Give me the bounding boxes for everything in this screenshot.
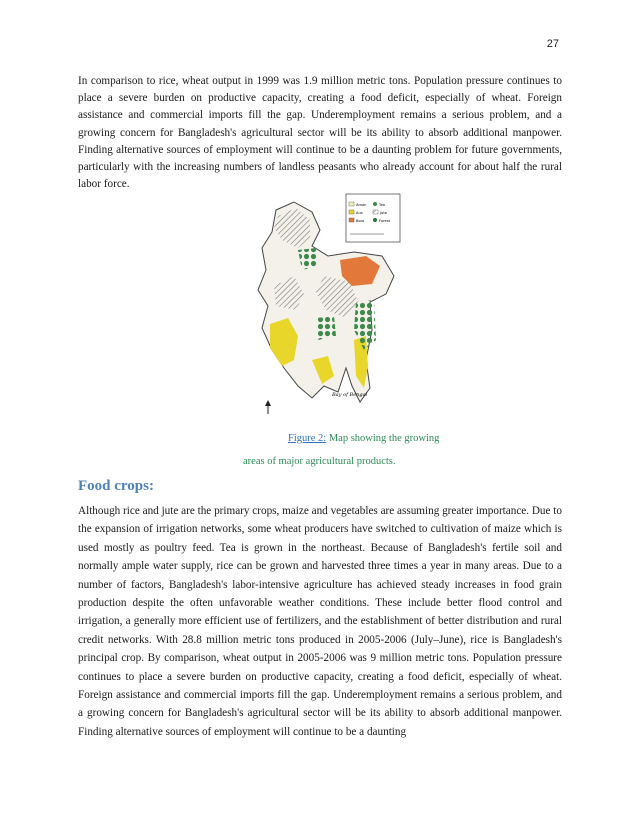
figure-caption-text: Map showing the growing xyxy=(326,433,440,444)
intro-paragraph: In comparison to rice, wheat output in 1999 was 1.9 million metric tons. Population pressure continues to place a severe burden on productive capacity, creating a food deficit, especially of wheat. Foreign assistance and commercial imports fill the gap. Underemployment remains a serious problem, and a growing concern for Bangladesh's agricultural sector will be its ability to absorb additional manpower. Finding alternative sources of employment will continue to be a daunting problem for future governments, particularly with the increasing numbers of landless peasants who already account for about half the rural labor force. xyxy=(78,75,562,191)
legend-jute: Jute xyxy=(380,211,387,215)
legend-forest: Forest xyxy=(379,219,391,223)
bangladesh-map xyxy=(254,190,402,418)
forest-area xyxy=(316,316,336,340)
bay-label: Bay of Bengal xyxy=(332,392,368,398)
north-arrow-icon xyxy=(265,400,271,414)
figure-reference-link[interactable]: Figure 2: xyxy=(288,433,327,444)
figure-caption-line-1 xyxy=(288,433,439,444)
legend-boro: Boro xyxy=(356,219,365,223)
page-number: 27 xyxy=(546,38,559,50)
agriculture-map-figure xyxy=(254,190,402,418)
figure-caption-line-2: areas of major agricultural products. xyxy=(243,456,396,467)
legend-tea: Tea xyxy=(379,203,385,207)
legend-aman: Aman xyxy=(356,203,367,207)
food-crops-paragraph: Although rice and jute are the primary crops, maize and vegetables are assuming greater importance. Due to the expansion of irrigation networks, some wheat producers have switched to cultivation of maize which is used mostly as poultry feed. Tea is grown in the northeast. Because of Bangladesh's fertile soil and normally ample water supply, rice can be grown and harvested three times a year in many areas. Due to a number of factors, Bangladesh's labor-intensive agriculture has achieved steady increases in food grain production despite the often unfavorable weather conditions. These include better flood control and irrigation, a generally more efficient use of fertilizers, and the establishment of better distribution and rural credit networks. With 28.8 million metric tons produced in 2005-2006 (July–June), rice is Bangladesh's principal crop. By comparison, wheat output in 2005-2006 was 9 million metric tons. Population pressure continues to place a severe burden on productive capacity, creating a food deficit, especially of wheat. Foreign assistance and commercial imports fill the gap. Underemployment remains a serious problem, and a growing concern for Bangladesh's agricultural sector will be its ability to absorb additional manpower. Finding alternative sources of employment will continue to be a daunting xyxy=(78,505,562,738)
section-heading-food-crops: Food crops: xyxy=(78,478,154,494)
legend-aus: Aus xyxy=(356,211,363,215)
